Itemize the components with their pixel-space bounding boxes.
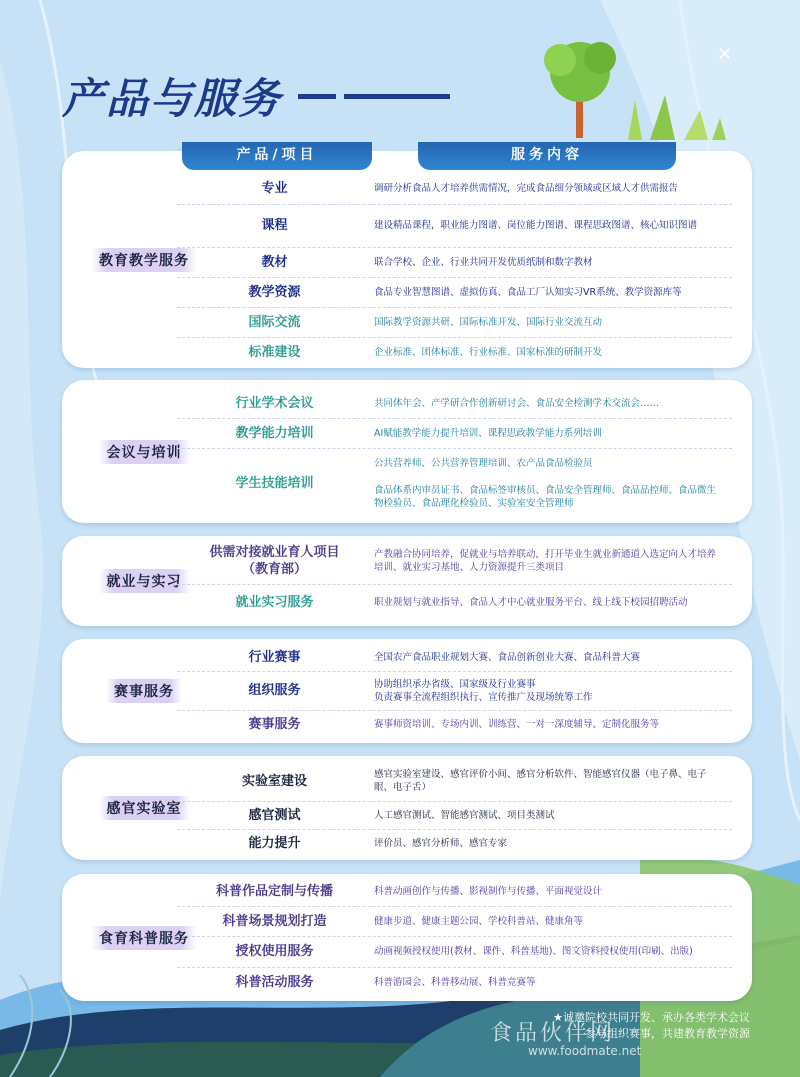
service-desc: 产教融合协同培养，促就业与培养联动，打开毕业生就业新通道入选定向人才培养培训、就业实习基地、人力资源提升三类项目 [374,549,717,573]
product-name: 行业赛事 [248,649,301,665]
header-content: 服务内容 [418,142,676,170]
section-education [62,151,752,368]
table-row [177,337,732,367]
service-desc: 企业标准、团体标准、行业标准、国家标准的研制开发 [374,347,603,358]
product-name: 行业学术会议 [235,395,314,411]
section-employment [62,536,752,626]
category-label: 就业与实习 [74,536,214,626]
product-name: 教材 [261,255,288,270]
service-desc: 科普动画创作与传播、影视制作与传播、平面视觉设计 [374,885,603,897]
table-row [177,418,732,448]
service-desc: 食品专业智慧图谱、虚拟仿真、食品工厂认知实习VR系统、教学资源库等 [374,287,682,298]
category-label: 感官实验室 [74,756,214,860]
product-name: 感官测试 [248,808,301,823]
table-row [177,936,732,966]
table-row [177,710,732,738]
service-desc: 动画视频授权使用(教材、课件、科普基地)、图文资料授权使用(印刷、出版) [374,946,693,957]
product-name: 组织服务 [248,683,301,698]
product-name: 教学能力培训 [235,426,314,441]
service-desc: 调研分析食品人才培养供需情况，完成食品细分领域或区域人才供需报告 [374,182,679,194]
product-name: 就业实习服务 [235,595,314,610]
product-name: 专业 [261,180,288,196]
product-name: 供需对接就业育人项目 （教育部） [209,545,340,577]
service-desc: 协助组织承办省级、国家级及行业赛事 负责赛事全流程组织执行、宣传推广及现场统筹工作 [374,678,593,703]
category-label: 会议与培训 [74,380,214,523]
table-row [177,388,732,418]
table-row [177,448,732,518]
table-row [177,277,732,307]
page-title-text: 产品与服务 [62,74,283,123]
close-icon: ✕ [717,44,733,65]
category-label: 教育教学服务 [74,151,214,368]
service-desc: 公共营养师、公共营养管理培训、农产品食品检验员 食品体系内审员证书、食品标签审核员、食品安全管理师、食品品控师、食品微生物检验员、食品理化检验员、实验室安全管理师 [374,458,717,509]
watermark-logo: 食品伙伴网 [490,1021,616,1046]
section-competition [62,639,752,743]
table-row [177,762,732,800]
service-desc: 全国农产食品职业规划大赛、食品创新创业大赛、食品科普大赛 [374,651,641,663]
product-name: 实验室建设 [241,773,307,789]
service-desc: 职业规划与就业指导、食品人才中心就业服务平台、线上线下校园招聘活动 [374,597,688,608]
service-desc: 国际教学资源共研、国际标准开发、国际行业交流互动 [374,317,603,328]
service-desc: 感官实验室建设、感官评价小间、感官分析软件、智能感官仪器（电子鼻、电子眼、电子舌） [374,769,707,793]
service-desc: 赛事师资培训、专场内训、训练营、一对一深度辅导、定制化服务等 [374,719,660,730]
table-row [177,247,732,277]
table-row [177,829,732,857]
category-label: 食育科普服务 [74,874,214,1001]
product-name: 学生技能培训 [235,476,314,491]
product-name: 授权使用服务 [235,944,314,959]
table-row [177,801,732,829]
service-desc: 科普游园会、科普移动展、科普竞赛等 [374,977,536,988]
table-row [177,643,732,671]
section-sensory-lab [62,756,752,860]
product-name: 教学资源 [248,285,301,300]
table-row [177,967,732,997]
section-food-science [62,874,752,1001]
service-desc: 健康步道、健康主题公园、学校科普站、健康角等 [374,916,584,927]
footer-note: ★诚邀院校共同开发、承办各类学术会议 参与组织赛事，共建教育教学资源 [553,1011,750,1040]
table-row [177,876,732,906]
service-desc: 人工感官测试、智能感官测试、项目类测试 [374,810,555,821]
product-name: 标准建设 [248,345,301,360]
table-row [177,542,732,580]
product-name: 科普作品定制与传播 [215,883,333,899]
service-desc: 建设精品课程，职业能力图谱、岗位能力图谱、课程思政图谱、核心知识图谱 [374,220,698,231]
table-row [177,906,732,936]
page-title [62,66,450,126]
service-desc: 联合学校、企业、行业共同开发优质纸制和数字教材 [374,257,593,268]
product-name: 赛事服务 [248,717,301,732]
category-label: 赛事服务 [74,639,214,743]
table-row [177,307,732,337]
section-conference [62,380,752,523]
service-desc: AI赋能教学能力提升培训、课程思政教学能力系列培训 [374,428,602,439]
product-name: 国际交流 [248,315,301,330]
product-name: 能力提升 [248,836,301,851]
service-desc: 共同体年会、产学研合作创新研讨会、食品安全检测学术交流会…… [374,397,660,409]
table-row [177,204,732,246]
product-name: 科普场景规划打造 [222,914,327,929]
table-row [177,173,732,203]
product-name: 科普活动服务 [235,975,314,990]
watermark-url: www.foodmate.net [528,1044,642,1058]
header-product: 产品/项目 [182,142,372,170]
table-row [177,584,732,620]
service-desc: 评价员、感官分析师、感官专家 [374,838,508,849]
table-row [177,671,732,709]
title-line [344,94,450,99]
title-dash [298,94,336,99]
product-name: 课程 [261,218,288,233]
